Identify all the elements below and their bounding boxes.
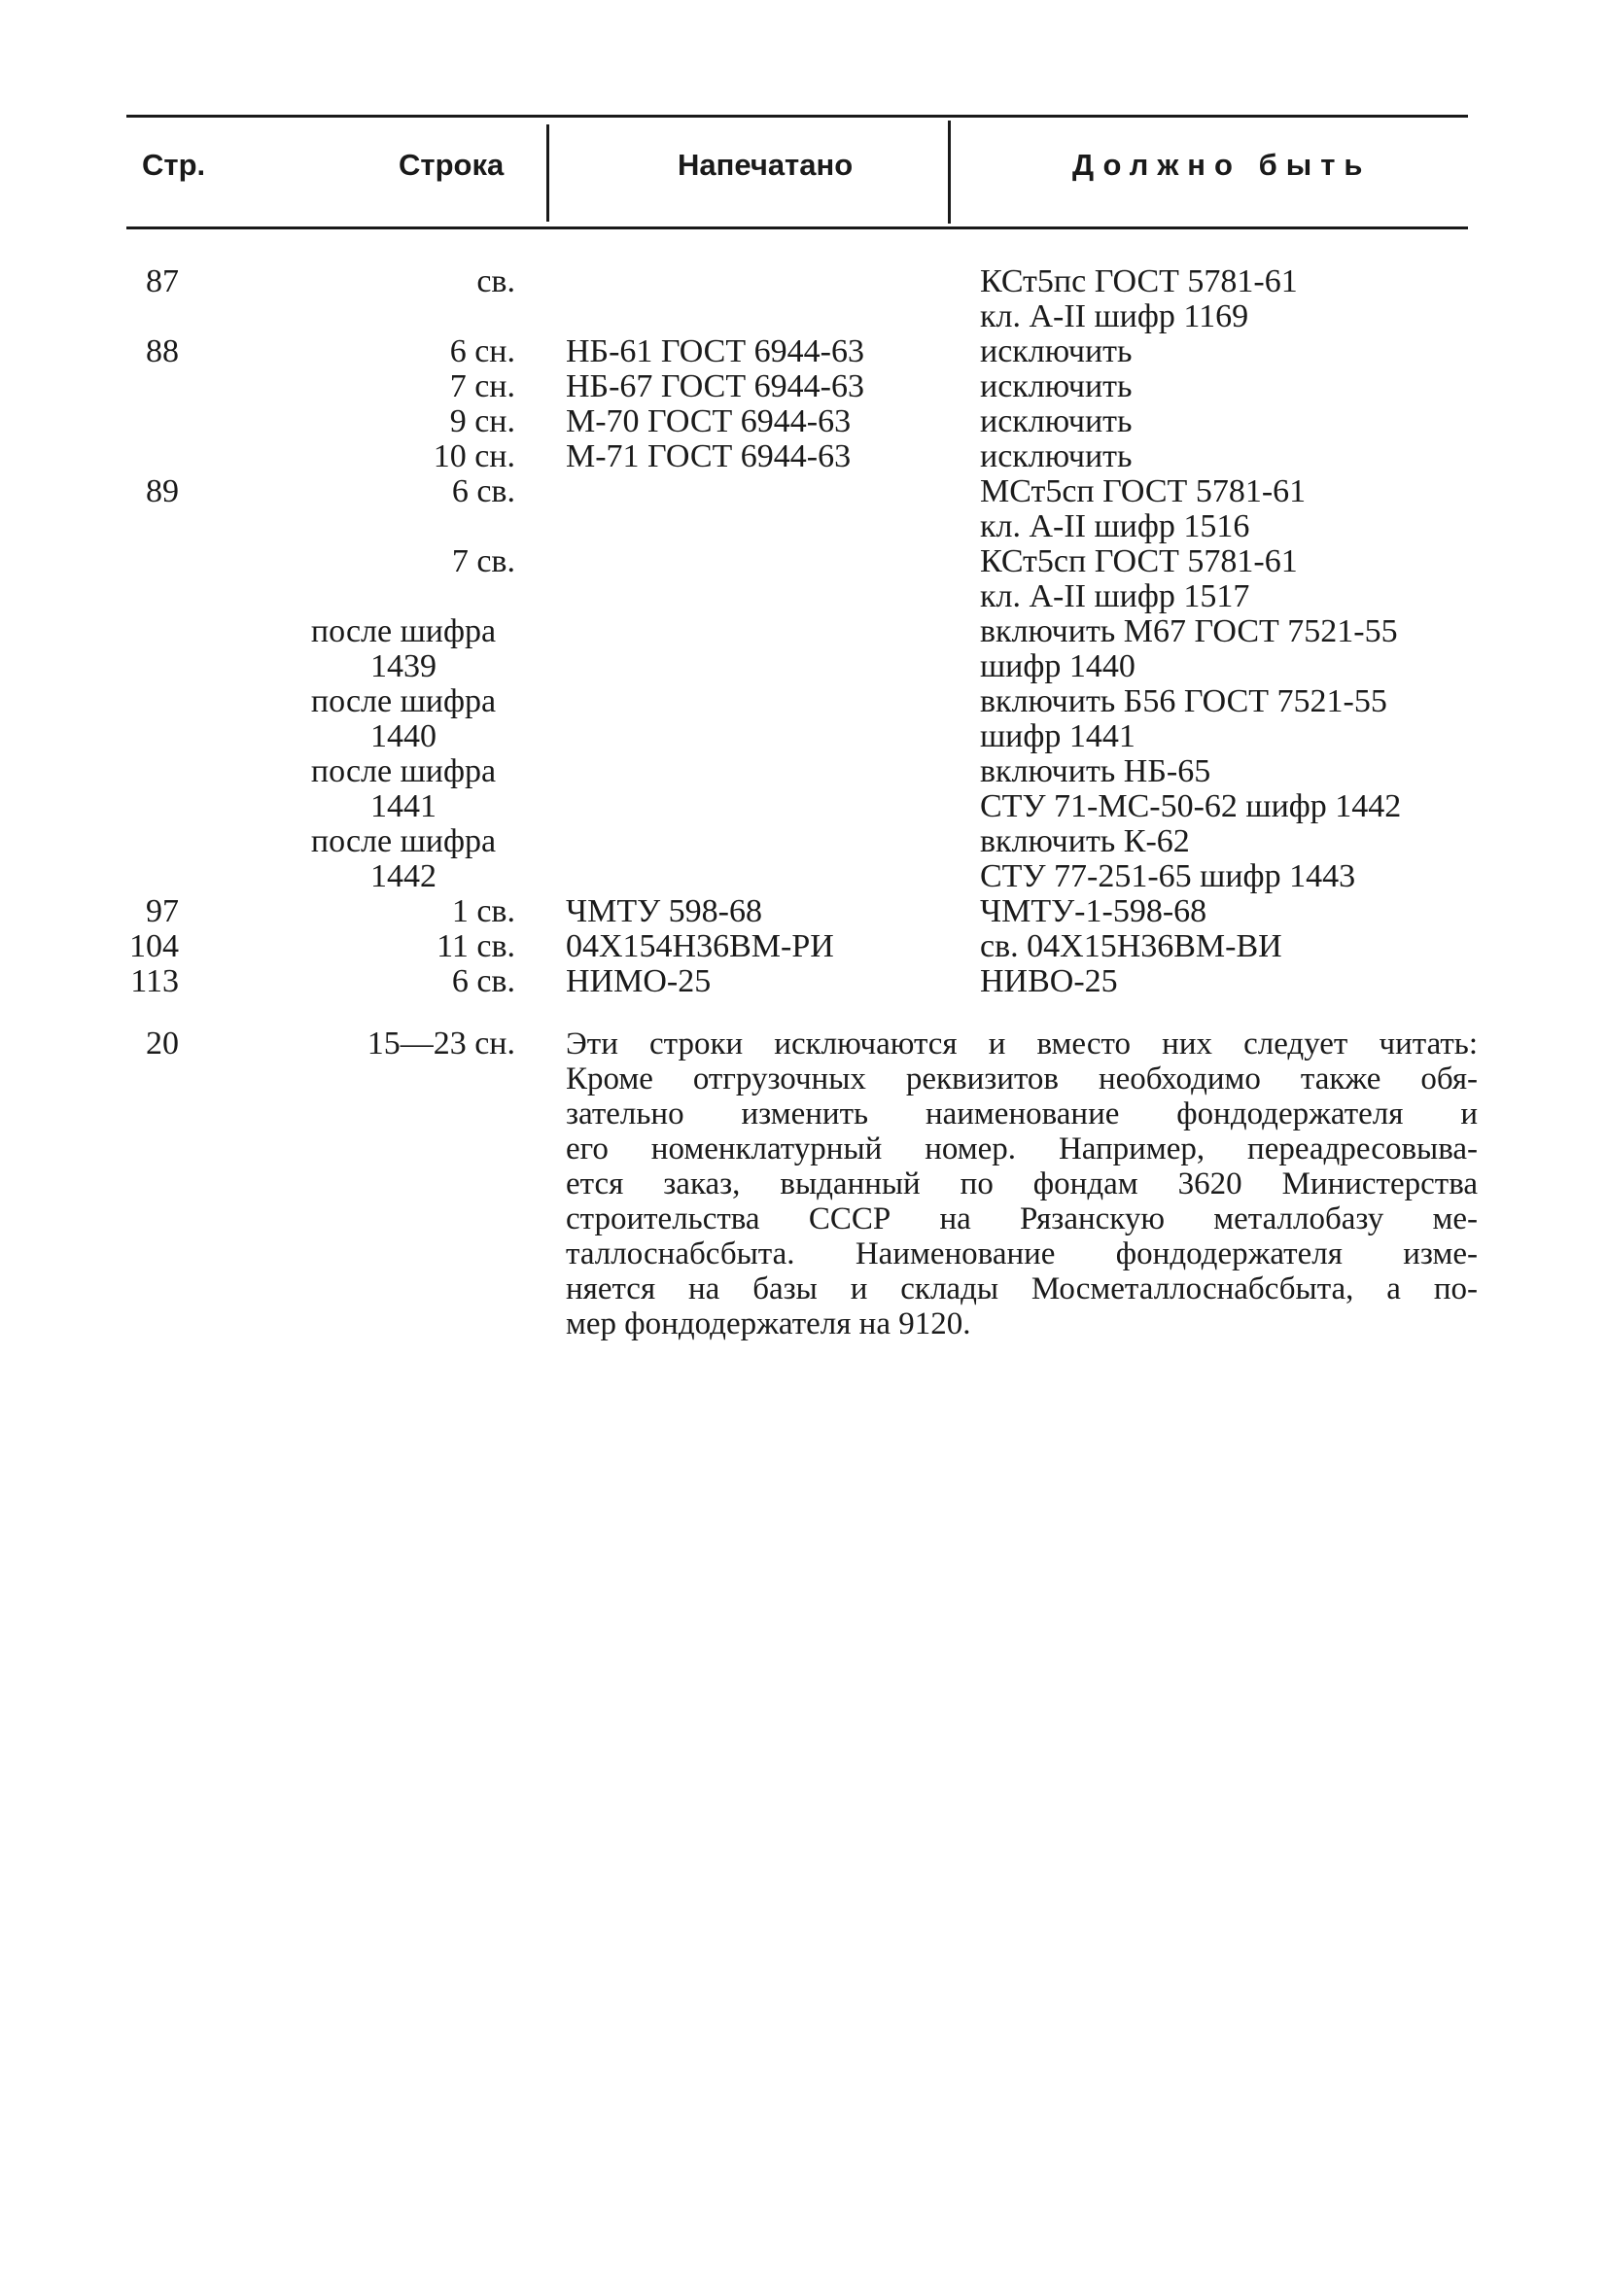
table-row bbox=[0, 334, 1607, 369]
line-ref: после шифра bbox=[310, 683, 497, 719]
table-row bbox=[0, 789, 1607, 824]
note-line: няется на базы и склады Мосметаллоснабсбыта, а по- bbox=[566, 1271, 1478, 1306]
table-row bbox=[0, 964, 1607, 999]
corrected-text: кл. А-II шифр 1169 bbox=[980, 298, 1249, 334]
corrected-text: включить М67 ГОСТ 7521-55 bbox=[980, 613, 1398, 649]
table-row bbox=[0, 579, 1607, 614]
corrected-text: исключить bbox=[980, 333, 1133, 369]
line-ref: 1439 bbox=[370, 648, 437, 684]
corrected-text: шифр 1440 bbox=[980, 648, 1135, 684]
corrected-text: СТУ 71-МС-50-62 шифр 1442 bbox=[980, 788, 1402, 824]
note-line: ется заказ, выданный по фондам 3620 Министерства bbox=[566, 1166, 1478, 1201]
line-ref: 1442 bbox=[370, 858, 437, 894]
corrected-text: КСт5пс ГОСТ 5781-61 bbox=[980, 263, 1298, 299]
table-row bbox=[0, 439, 1607, 474]
page-number: 89 bbox=[146, 473, 179, 509]
line-ref: 6 сн. bbox=[449, 333, 515, 369]
page-number: 88 bbox=[146, 333, 179, 369]
table-row bbox=[0, 649, 1607, 684]
page-number: 20 bbox=[146, 1026, 179, 1061]
header-should-be: Должно быть bbox=[1072, 148, 1372, 182]
corrected-text: кл. А-II шифр 1516 bbox=[980, 508, 1250, 544]
corrected-text: св. 04Х15Н36ВМ-ВИ bbox=[980, 928, 1282, 964]
header-printed: Напечатано bbox=[678, 148, 854, 182]
corrected-text: исключить bbox=[980, 403, 1133, 439]
line-ref: после шифра bbox=[310, 823, 497, 859]
line-ref: 7 сн. bbox=[449, 368, 515, 404]
line-ref: 9 сн. bbox=[449, 403, 515, 439]
note-line: Эти строки исключаются и вместо них следует читать: bbox=[566, 1026, 1478, 1061]
line-ref: 11 св. bbox=[437, 928, 515, 964]
table-row bbox=[0, 404, 1607, 439]
corrected-text: СТУ 77-251-65 шифр 1443 bbox=[980, 858, 1356, 894]
table-row bbox=[0, 264, 1607, 299]
line-ref: св. bbox=[476, 263, 515, 299]
corrected-text: ЧМТУ-1-598-68 bbox=[980, 893, 1207, 929]
line-ref: 10 сн. bbox=[433, 438, 515, 474]
page-number: 113 bbox=[130, 963, 179, 999]
printed-text: НБ-67 ГОСТ 6944-63 bbox=[566, 368, 864, 404]
corrected-text: НИВО-25 bbox=[980, 963, 1118, 999]
line-ref: 6 св. bbox=[451, 473, 515, 509]
printed-text: М-70 ГОСТ 6944-63 bbox=[566, 403, 852, 439]
table-row bbox=[0, 474, 1607, 509]
corrected-text: включить НБ-65 bbox=[980, 753, 1211, 789]
corrected-text: включить К-62 bbox=[980, 823, 1190, 859]
table-row bbox=[0, 684, 1607, 719]
note-line: таллоснабсбыта. Наименование фондодержателя изме- bbox=[566, 1236, 1478, 1271]
corrected-text: шифр 1441 bbox=[980, 718, 1135, 754]
header-divider bbox=[546, 124, 549, 222]
printed-text: НБ-61 ГОСТ 6944-63 bbox=[566, 333, 864, 369]
page-number: 97 bbox=[146, 893, 179, 929]
page-number: 87 bbox=[146, 263, 179, 299]
line-ref: после шифра bbox=[310, 613, 497, 649]
printed-text: М-71 ГОСТ 6944-63 bbox=[566, 438, 852, 474]
table-row bbox=[0, 369, 1607, 404]
table-row bbox=[0, 509, 1607, 544]
line-ref: 1441 bbox=[370, 788, 437, 824]
line-ref: 7 св. bbox=[451, 543, 515, 579]
printed-text: 04Х154Н36ВМ-РИ bbox=[566, 928, 834, 964]
line-ref: 1440 bbox=[370, 718, 437, 754]
line-ref: 6 св. bbox=[451, 963, 515, 999]
table-row bbox=[0, 859, 1607, 894]
header-top-rule bbox=[126, 115, 1468, 118]
printed-text: ЧМТУ 598-68 bbox=[566, 893, 762, 929]
header-line: Строка bbox=[399, 148, 505, 182]
corrected-text: КСт5сп ГОСТ 5781-61 bbox=[980, 543, 1298, 579]
line-ref: после шифра bbox=[310, 753, 497, 789]
table-row bbox=[0, 544, 1607, 579]
table-row bbox=[0, 824, 1607, 859]
corrected-text: МСт5сп ГОСТ 5781-61 bbox=[980, 473, 1307, 509]
table-row bbox=[0, 894, 1607, 929]
corrected-text: кл. А-II шифр 1517 bbox=[980, 578, 1250, 614]
corrected-text: включить Б56 ГОСТ 7521-55 bbox=[980, 683, 1387, 719]
note-line: мер фондодержателя на 9120. bbox=[566, 1306, 971, 1341]
table-row bbox=[0, 719, 1607, 754]
note-line: Кроме отгрузочных реквизитов необходимо также обя- bbox=[566, 1061, 1478, 1096]
header-bottom-rule bbox=[126, 226, 1468, 229]
table-row bbox=[0, 299, 1607, 334]
corrected-text: исключить bbox=[980, 368, 1133, 404]
table-row bbox=[0, 614, 1607, 649]
header-page: Стр. bbox=[142, 148, 206, 182]
note-line: зательно изменить наименование фондодержателя и bbox=[566, 1096, 1478, 1131]
note-line: строительства СССР на Рязанскую металлобазу ме- bbox=[566, 1201, 1478, 1236]
corrected-text: исключить bbox=[980, 438, 1133, 474]
table-row bbox=[0, 754, 1607, 789]
note-line: его номенклатурный номер. Например, переадресовыва- bbox=[566, 1131, 1478, 1166]
page-number: 104 bbox=[129, 928, 179, 964]
line-ref: 15—23 сн. bbox=[367, 1026, 515, 1061]
table-row bbox=[0, 929, 1607, 964]
replacement-note bbox=[566, 1026, 1478, 1341]
header-divider bbox=[948, 121, 951, 224]
printed-text: НИМО-25 bbox=[566, 963, 712, 999]
line-ref: 1 св. bbox=[451, 893, 515, 929]
